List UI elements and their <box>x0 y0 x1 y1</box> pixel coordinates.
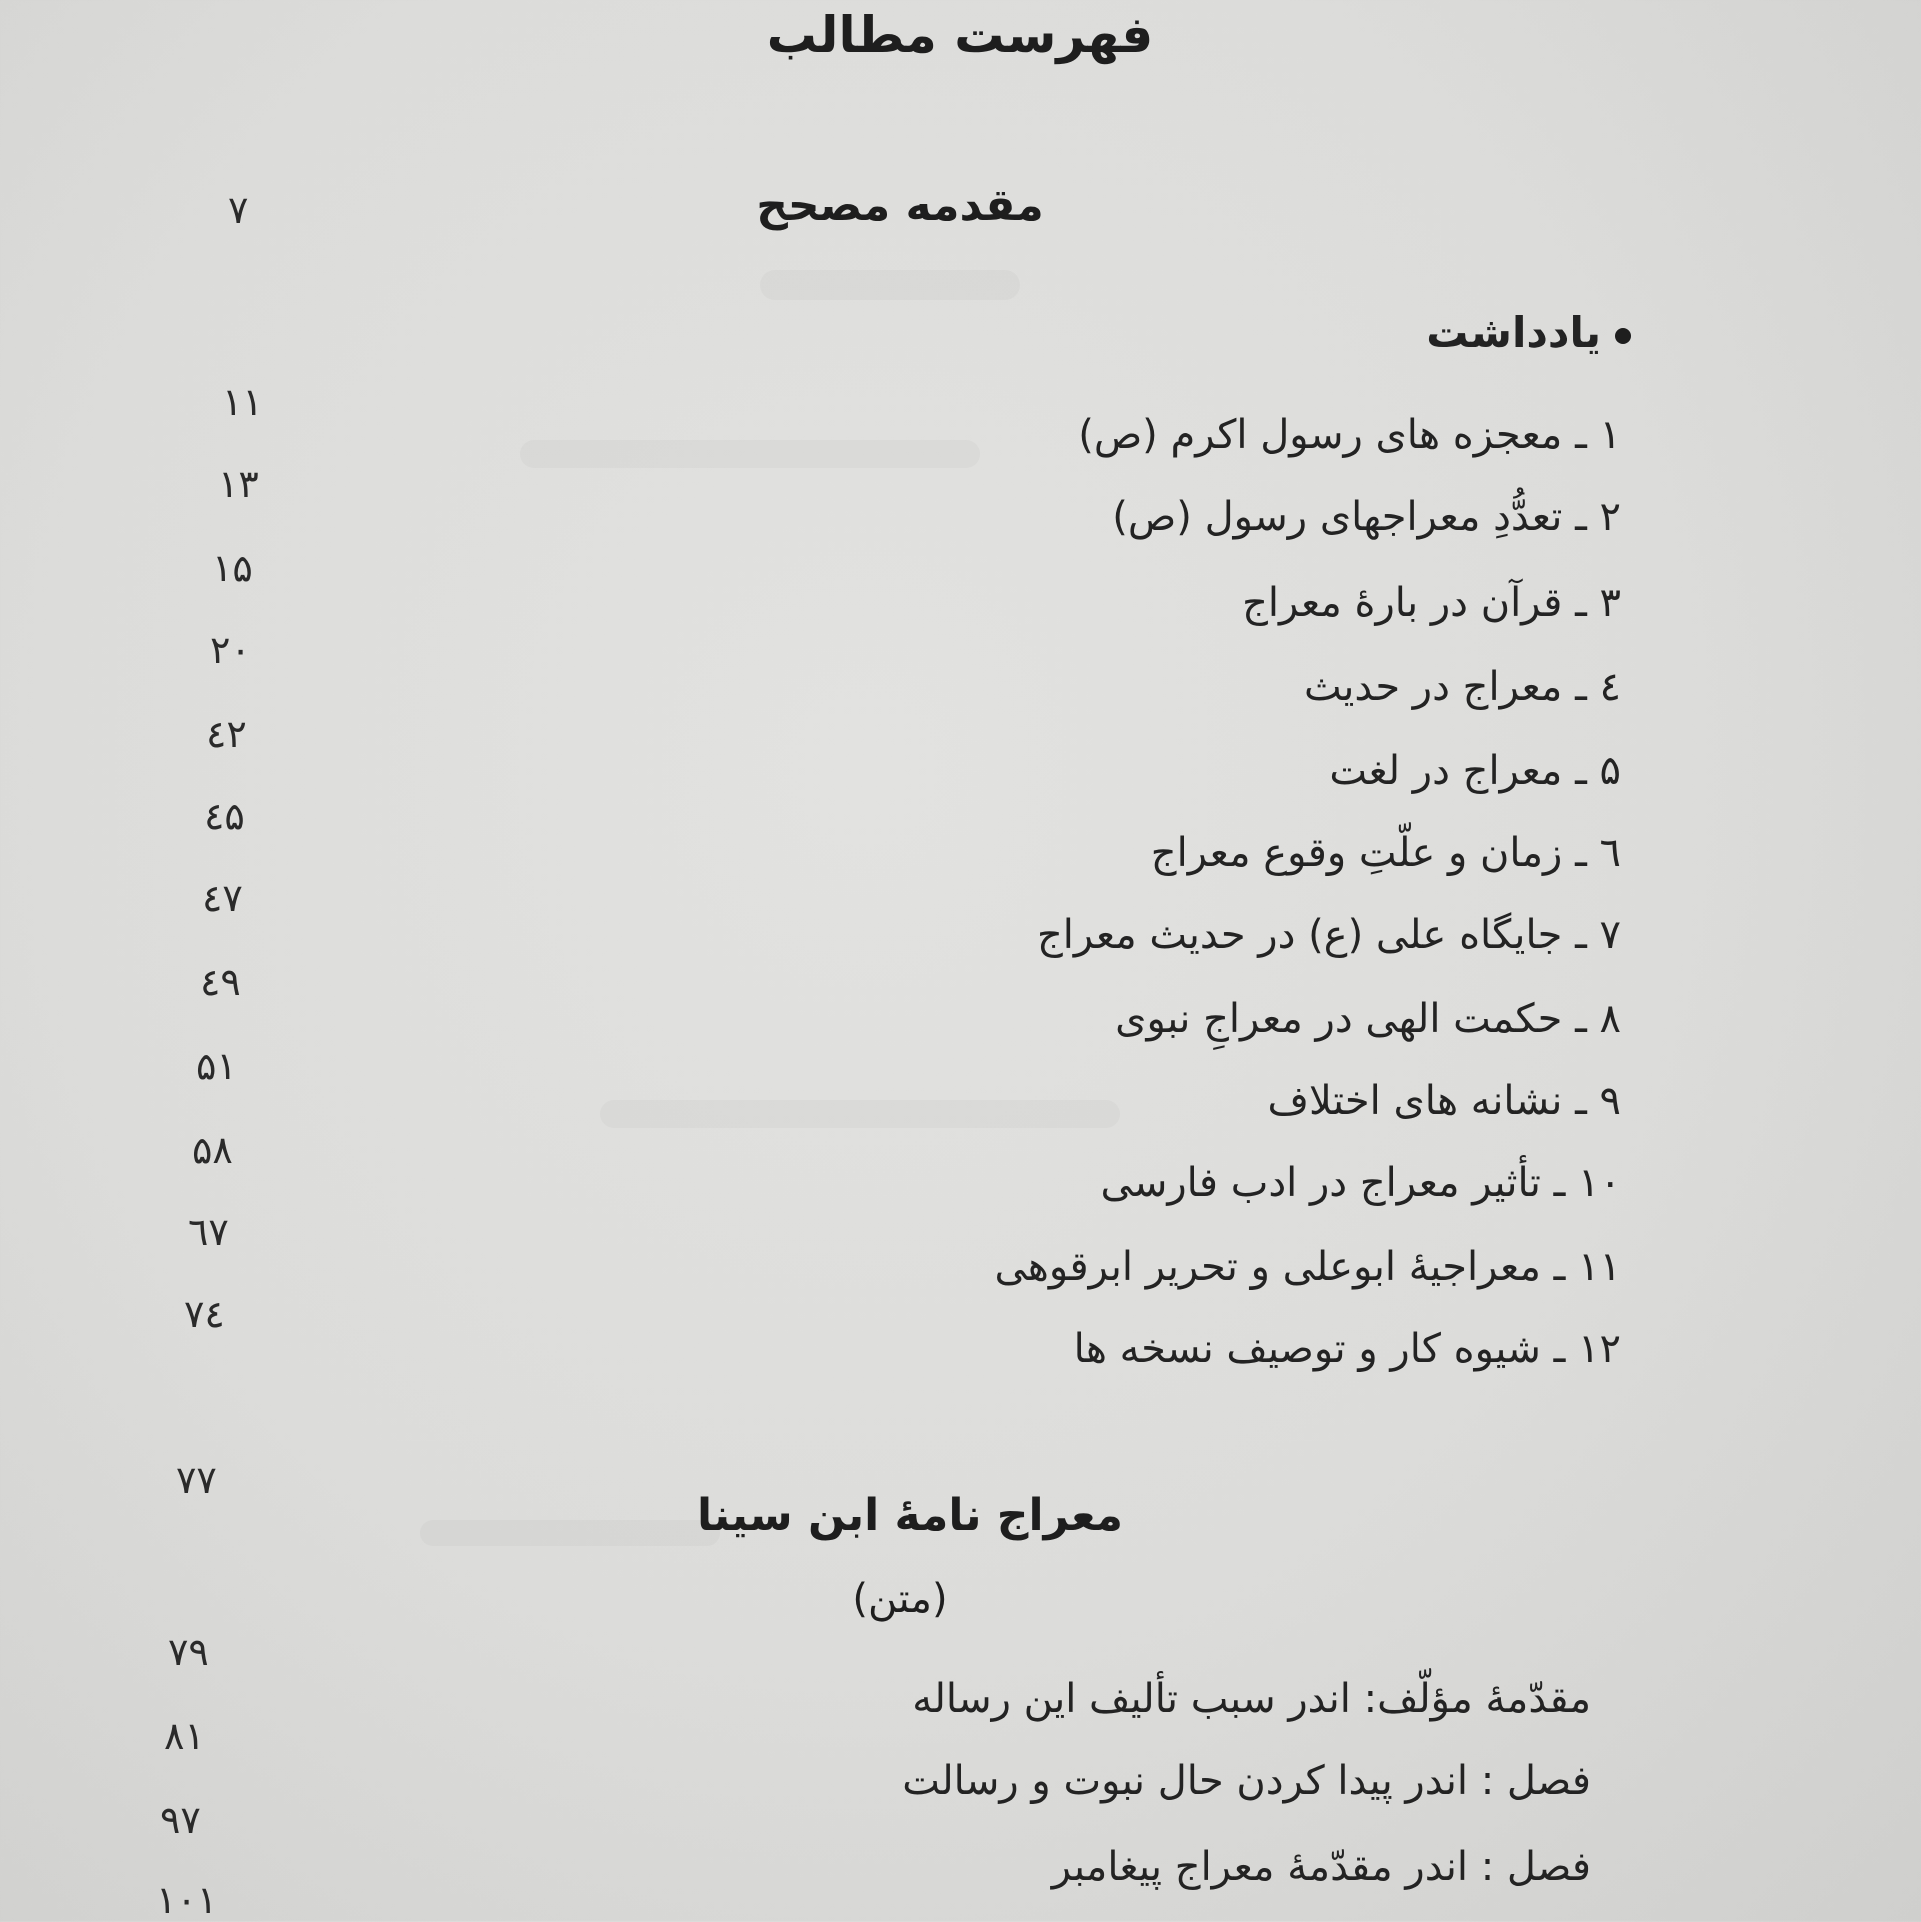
main-text-page-number: ۷۷ <box>176 1458 217 1502</box>
toc-item: ۱۱ ـ معراجیهٔ ابوعلی و تحریر ابرقوهی <box>994 1244 1621 1290</box>
main-text-subtitle: (متن) <box>852 1576 948 1622</box>
main-text-heading: معراج نامهٔ ابن سینا <box>696 1490 1124 1541</box>
text-item-page-number: ۹۷ <box>160 1798 201 1842</box>
toc-item: ۲ ـ تعدُّدِ معراجهای رسول (ص) <box>1112 494 1621 540</box>
toc-item: ٤ ـ معراج در حدیث <box>1303 664 1621 710</box>
toc-page-number: ۵۸ <box>192 1128 233 1172</box>
toc-page-number: ٤۷ <box>202 876 243 920</box>
toc-page-number: ۱۱ <box>222 380 263 424</box>
bleed-through-mark <box>520 440 980 468</box>
text-item-page-number: ۸۱ <box>164 1714 205 1758</box>
bleed-through-mark <box>760 270 1020 300</box>
toc-item: ۷ ـ جایگاه علی (ع) در حدیث معراج <box>1036 912 1621 958</box>
toc-item: ۹ ـ نشانه های اختلاف <box>1267 1078 1621 1124</box>
note-heading <box>1426 308 1631 357</box>
text-item: فصل : اندر پیدا کردن حال نبوت و رسالت <box>902 1758 1591 1804</box>
text-item-page-number: ۷۹ <box>168 1630 209 1674</box>
toc-page-number: ۲۰ <box>210 628 251 672</box>
text-item: مقدّمهٔ مؤلّف: اندر سبب تألیف این رساله <box>912 1676 1591 1722</box>
text-item: فصل : اندر مقدّمهٔ معراج پیغامبر <box>1051 1844 1591 1890</box>
toc-page-number: ۱۵ <box>212 546 253 590</box>
toc-item: ۸ ـ حکمت الهی در معراجِ نبوی <box>1115 996 1621 1042</box>
toc-item: ۵ ـ معراج در لغت <box>1329 748 1621 794</box>
toc-page-number: ٤۵ <box>204 794 245 838</box>
preface-heading: مقدمه مصحح <box>756 180 1044 231</box>
preface-page-number: ۷ <box>228 188 249 232</box>
toc-page-number: ۱۳ <box>218 462 259 506</box>
toc-item: ۱ ـ معجزه های رسول اکرم (ص) <box>1078 412 1621 458</box>
toc-page-number: ۵۱ <box>196 1044 237 1088</box>
bullet-icon <box>1615 328 1631 344</box>
toc-item: ۱۲ ـ شیوه کار و توصیف نسخه ها <box>1073 1326 1621 1372</box>
toc-item: ۱۰ ـ تأثیر معراج در ادب فارسی <box>1100 1160 1621 1206</box>
toc-page-number: ٦۷ <box>188 1210 229 1254</box>
note-heading-label: یادداشت <box>1426 308 1601 357</box>
next-page-number: ۱۰۱ <box>156 1878 218 1922</box>
toc-page-number: ۷٤ <box>184 1292 225 1336</box>
bleed-through-mark <box>600 1100 1120 1128</box>
toc-page-number: ٤۹ <box>200 960 241 1004</box>
toc-page-number: ٤۲ <box>206 712 247 756</box>
toc-item: ٦ ـ زمان و علّتِ وقوع معراج <box>1150 830 1621 876</box>
page-title: فهرست مطالب <box>766 6 1154 64</box>
toc-item: ۳ ـ قرآن در بارهٔ معراج <box>1242 580 1621 626</box>
